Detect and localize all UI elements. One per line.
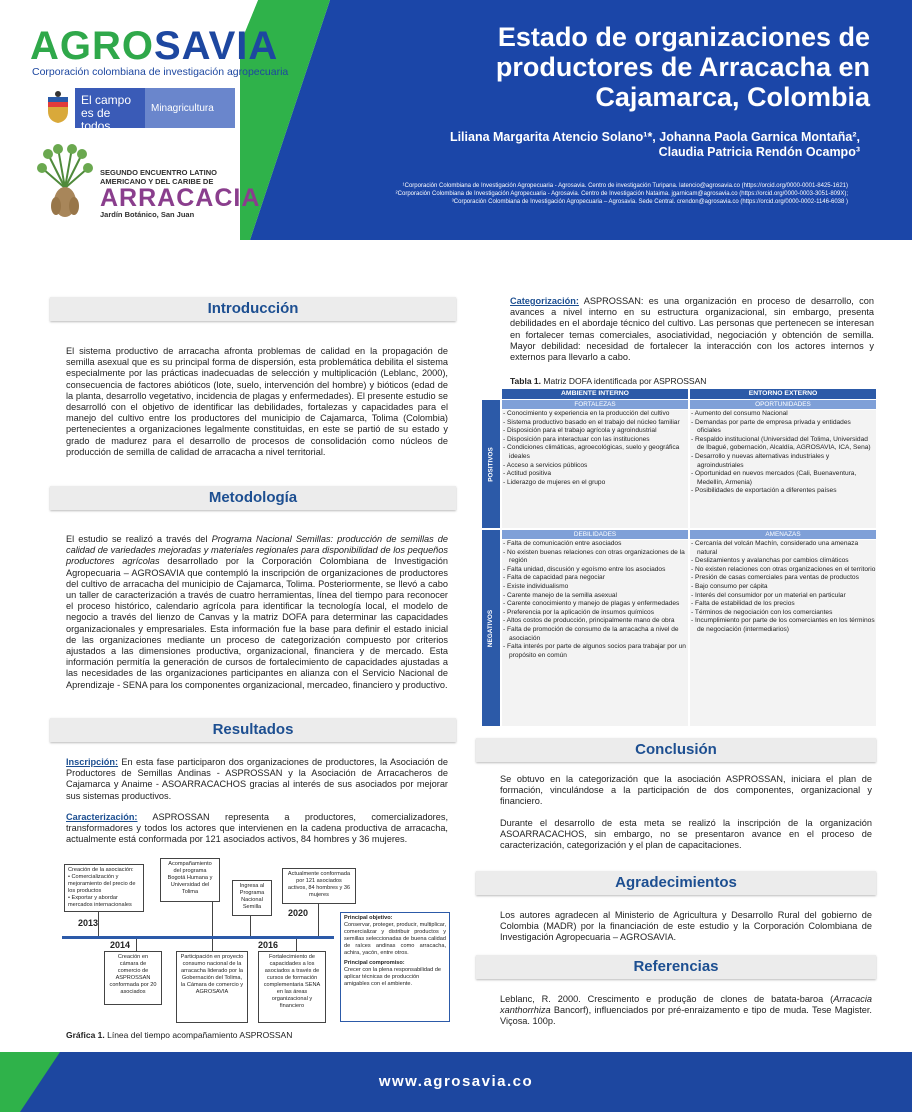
table-title: Tabla 1. Matriz DOFA identificada por ASPROSSAN [510, 376, 707, 386]
list-item: - Falta de promoción de consumo de la arracacha a nivel de asociación [503, 625, 679, 642]
acknowledgements-text: Los autores agradecen al Ministerio de Agricultura y Desarrollo Rural del gobierno de Colombia (MADR) por la financiación de este estudio y la Corporación Colombiana de Investigación Agropecuaria – AGROSAVIA. [500, 910, 872, 943]
list-item: - Respaldo institucional (Universidad del Tolima, Universidad de Ibagué, gobernación, Alcaldía, AGROSAVIA, ICA, Sena) [691, 435, 871, 452]
timeline-box-bogota: Acompañamiento del programa Bogotá Humana y Universidad del Tolima [160, 858, 220, 902]
logo-tagline: Corporación colombiana de investigación agropecuaria [32, 66, 289, 78]
timeline-tick [212, 939, 213, 951]
list-item: - Condiciones climáticas, agroecológicas, suelo y geográfica ideales [503, 444, 680, 460]
event-subtitle: SEGUNDO ENCUENTRO LATINO AMERICANO Y DEL CARIBE DE [100, 168, 217, 186]
inscription-text: Inscripción: En esta fase participaron dos organizaciones de productores, la Asociación de Productores de Semillas Andinas - ASPROSSAN y la Asociación de Arracacheros de Cajamarca y Anaime - ASOARRACACHOS gracias al interés de sus asociados por mejorar sus sistemas productivos. [66, 757, 448, 801]
timeline-tick [250, 916, 251, 936]
agrosavia-logo: AGROSAVIA [30, 24, 279, 68]
box-item: • Exportar y abordar mercados internacionales [68, 895, 132, 908]
list-item: - Acceso a servicios públicos [503, 461, 588, 469]
affiliation-1: ¹Corporación Colombiana de Investigación Agropecuaria - Agrosavia. Centro de investigación Turipana. latencio@agrosavia.co (https://orcid.org/0000-0001-8425-1621) [402, 183, 848, 189]
list-item: - Interés del consumidor por un material en particular [691, 591, 846, 599]
commitment-text: Crecer con la plena responsabilidad de aplicar técnicas de producción amigables con el ambiente. [344, 967, 442, 987]
list-item: - Aumento del consumo Nacional [691, 410, 788, 417]
event-place: Jardín Botánico, San Juan [100, 210, 195, 219]
list-item: - Demandas por parte de empresa privada y entidades oficiales [691, 418, 851, 435]
objective-box [340, 912, 450, 1022]
debilidades-header: DEBILIDADES [502, 530, 688, 539]
intro-text: El sistema productivo de arracacha afronta problemas de calidad en la propagación de semilla asexual que es su principal forma de dispersión, esta problemática debilita el sistema especialmente por las prácticas inadecuadas de selección y multiplicación (Leblanc, 2000), consecuencia de factores abióticos (lote, suelo, intervención del hombre) y bióticos (edad de la planta, desarrollo vegetativo, incidencia de plagas y enfermedades). El presente estudio se desarrolló con el objetivo de identificar las debilidades, fortalezas y capacidades para el manejo del cultivo entre los productores del municipio de Cajamarca, Tolima (Colombia) pertenecientes a organizaciones legalmente constituidas, en este se partió de su estado y grado de madurez para el desarrollo de procesos de consolidación como núcleos de producción de semilla de calidad de arracacha a nivel territorial. [66, 346, 448, 457]
acknowledgements-heading: Agradecimientos [476, 871, 876, 895]
timeline-box-chamber: Creación en cámara de comercio de ASPROSSAN conformada por 20 asociados [104, 951, 162, 1005]
timeline-tick [98, 912, 99, 936]
ministry-name: Minagricultura [145, 88, 235, 128]
objective-title: Principal objetivo: [344, 915, 393, 921]
list-item: - Posibilidades de exportación a diferentes países [691, 487, 837, 495]
list-item: - Falta de comunicación entre asociados [503, 540, 622, 547]
affiliations [280, 182, 848, 206]
year-label: 2013 [78, 918, 99, 928]
arracacha-plant-icon [36, 144, 94, 220]
debilidades-list [502, 540, 688, 726]
timeline-tick [296, 939, 297, 951]
timeline-tick [136, 939, 137, 951]
list-item: - Actitud positiva [503, 470, 552, 478]
list-item: - Oportunidad en nuevos mercados (Cali, Buenaventura, Medellín, Armenia) [691, 470, 857, 486]
authors-line-2: Claudia Patricia Rendón Ocampo³ [658, 145, 860, 159]
ministry-logo [40, 88, 235, 133]
coat-of-arms-icon [40, 88, 75, 128]
timeline-box-program: Ingresa al Programa Nacional Semilla [232, 880, 272, 916]
amenazas-list [690, 540, 876, 726]
list-item: - No existen buenas relaciones con otras organizaciones de la región [503, 548, 685, 565]
footer-url: www.agrosavia.co [378, 1073, 534, 1090]
intro-heading: Introducción [50, 297, 456, 321]
row-header-positive: POSITIVOS [482, 400, 500, 528]
timeline-axis [62, 936, 334, 939]
list-item: - Bajo consumo per cápita [691, 582, 768, 590]
conclusion-p2: Durante el desarrollo de esta meta se realizó la inscripción de la organización ASOARRACACHOS, sin embargo, no se presentaron avance en el proceso de caracterización, categorización y el plan de capacitaciones. [500, 818, 872, 851]
characterization-text: Caracterización: ASPROSSAN representa a productores, comercializadores, transformadores y todos los actores que intervienen en la cadena productiva de arracacha, actualmente está conformada por 121 asociados activos, 84 hombres y 36 mujeres. [66, 812, 448, 845]
list-item: - Liderazgo de mujeres en el grupo [503, 478, 606, 486]
campo-text: El campo es de todos [75, 88, 145, 128]
list-item: - Existe individualismo [503, 582, 569, 590]
commitment-title: Principal compromiso: [344, 960, 405, 966]
conclusion-p1: Se obtuvo en la categorización que la asociación ASPROSSAN, iniciara el plan de formación, vinculándose a la participación de dos componentes, organizacional y financiero. [500, 774, 872, 807]
list-item: - Conocimiento y experiencia en la producción del cultivo [503, 410, 670, 417]
list-item: - Cercanía del volcán Machín, considerado una amenaza natural [691, 540, 859, 556]
year-label: 2016 [258, 940, 279, 950]
list-item: - Falta de estabilidad de los precios [691, 600, 795, 608]
references-text: Leblanc, R. 2000. Crescimento e produção de clones de batata-baroa (Arracacia xanthorrhiza Bancorf), influenciados por pré-enraizamento e tipo de muda. Tese Magister. Viçosa. 100p. [500, 994, 872, 1027]
list-item: - Disposición para el trabajo agrícola y agroindustrial [503, 427, 657, 435]
conclusion-heading: Conclusión [476, 738, 876, 762]
list-item: - Disposición para interactuar con las instituciones [503, 435, 650, 443]
references-heading: Referencias [476, 955, 876, 979]
box-item: • Comercialización y mejoramiento del precio de los productos [68, 874, 136, 894]
list-item: - Presión de casas comerciales para ventas de productos [691, 574, 859, 582]
methodology-text: El estudio se realizó a través del Programa Nacional Semillas: producción de semillas de calidad de variedades mejoradas y materiales regionales para disponibilidad de los pequeños productores agrícolas desarrollado por la Corporación Colombiana de Investigación Agropecuaria – AGROSAVIA que contempló la inscripción de organizaciones de productores del cultivo de arracacha del municipio de Cajamarca, Tolima. Posteriormente, se llevó a cabo un taller de caracterización a través de cuatro herramientas, línea del tiempo para reconocer el proceso histórico, calendario agrícola para identificar la tecnología local, el modelo de negocio a través del lienzo de Canvas y la matriz DOFA para determinar las capacidades organizacionales y empresariales. Esta información fue la base para definir el estado inicial de las organizaciones mediante un proceso de categorización compuesto por criterios ajustados a las dimensiones productiva, organizacional, financiera y de mercado. Esta información permitía la generación de cursos de fortalecimiento de capacidades ajustadas a las necesidades de las organizaciones participantes en alianza con el Servicio Nacional de Aprendizaje - SENA para los componentes organizacional, mercadeo, financiero y productivo. [66, 534, 448, 690]
timeline-tick [318, 904, 319, 936]
timeline-box-project: Participación en proyecto consumo nacional de la arracacha liderado por la Gobernación del Tolima, la Cámara de comercio y AGROSAVIA [176, 951, 248, 1023]
list-item: - Falta de capacidad para negociar [503, 574, 605, 582]
results-heading: Resultados [50, 718, 456, 742]
timeline-box-current: Actualmente conformada por 121 asociados activos, 84 hombres y 36 mujeres [282, 868, 356, 904]
list-item: - Incumplimiento por parte de los comerciantes en los términos de negociación (intermediarios) [691, 617, 875, 633]
col-header-internal: AMBIENTE INTERNO [502, 389, 688, 399]
objective-text: Conservar, proteger, producir, multiplicar, comercializar y distribuir productos y semillas seleccionadas de buena calidad de raíces andinas como arracacha, achira, yacón, entre otros. [344, 922, 446, 956]
list-item: - Falta unidad, discusión y egoísmo entre los asociados [503, 565, 666, 573]
year-label: 2020 [288, 908, 309, 918]
list-item: - No existen relaciones con otras organizaciones en el territorio [691, 565, 876, 573]
col-header-external: ENTORNO EXTERNO [690, 389, 876, 399]
event-name: ARRACACIA [100, 184, 261, 212]
authors [340, 130, 860, 160]
oportunidades-header: OPORTUNIDADES [690, 400, 876, 409]
list-item: - Sistema productivo basado en el trabajo del núcleo familiar [503, 418, 680, 426]
list-item: - Falta interés por parte de algunos socios para trabajar por un propósito en común [503, 643, 686, 659]
box-title: Creación de la asociación: [68, 867, 134, 873]
timeline-box-sena: Fortalecimiento de capacidades a los asociados a través de cursos de formación complementaria SENA en las áreas organizacional y financiero [258, 951, 326, 1023]
figure-caption: Gráfica 1. Línea del tiempo acompañamiento ASPROSSAN [66, 1030, 293, 1040]
poster-header [0, 0, 912, 240]
fortalezas-list [502, 410, 688, 528]
list-item: - Términos de negociación con los comerciantes [691, 608, 833, 616]
event-logo [36, 144, 261, 220]
amenazas-header: AMENAZAS [690, 530, 876, 539]
list-item: - Preferencia por la aplicación de insumos químicos [503, 608, 654, 616]
row-header-negative: NEGATIVOS [482, 530, 500, 726]
methodology-heading: Metodología [50, 486, 456, 510]
oportunidades-list [690, 410, 876, 528]
authors-line-1: Liliana Margarita Atencio Solano¹*, Johanna Paola Garnica Montaña², [449, 130, 860, 144]
fortalezas-header: FORTALEZAS [502, 400, 688, 409]
poster-title: Estado de organizaciones de productores de Arracacha en Cajamarca, Colombia [495, 22, 870, 112]
list-item: - Deslizamientos y avalanchas por cambios climáticos [691, 557, 849, 565]
affiliation-2: ²Corporación Colombiana de Investigación Agropecuaria - Agrosavia. Centro de Investigación Nataima. jgarnicam@agrosavia.co (https://orcid.org/0000-0003-3051-809X); [395, 191, 848, 197]
list-item: - Carente conocimiento y manejo de plagas y enfermedades [503, 600, 680, 608]
list-item: - Desarrollo y nuevas alternativas industriales y agroindustriales [691, 452, 830, 469]
year-label: 2014 [110, 940, 131, 950]
timeline-tick [212, 902, 213, 936]
timeline-box-creation [64, 864, 144, 912]
list-item: - Altos costos de producción, principalmente mano de obra [503, 617, 675, 625]
affiliation-3: ³Corporación Colombiana de Investigación Agropecuaria – Agrosavia. Sede Central. crendon@agrosavia.co (https://orcid.org/0000-0002-1146-6038 ) [451, 199, 848, 205]
categorization-text: Categorización: ASPROSSAN: es una organización en proceso de desarrollo, con avances a nivel interno en su estructura organizacional, sin embargo, presenta debilidades en el abordaje técnico del cultivo. Las personas que pertenecen se interesan en fortalecer temas comerciales, asociatividad, negociación y obtención de semilla. Mayor debilidad: necesidad de fortalecer la interacción con los actores internos y externos para llevarlo a cabo. [510, 296, 874, 363]
list-item: - Carente manejo de la semilla asexual [503, 591, 617, 599]
